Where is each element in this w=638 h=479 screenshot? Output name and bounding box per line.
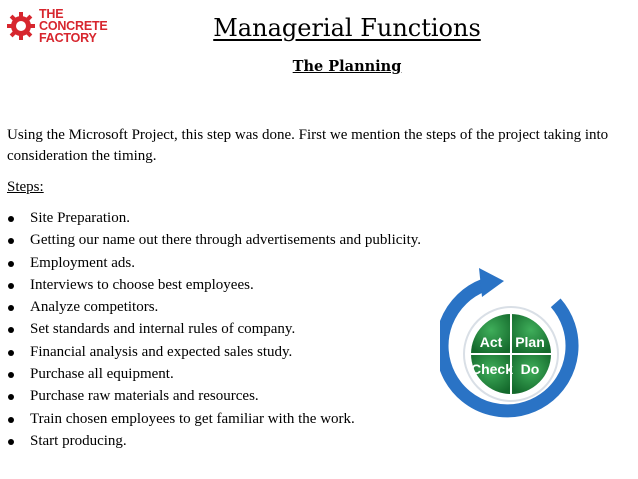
- cycle-label-act: Act: [479, 334, 503, 350]
- page-subtitle-text: The Planning: [292, 58, 402, 75]
- cycle-arrow-head: [479, 268, 504, 297]
- page-title: [0, 14, 638, 45]
- cycle-label-do: Do: [520, 361, 540, 377]
- step-item: Financial analysis and expected sales study.: [7, 341, 421, 363]
- cycle-label-plan: Plan: [515, 334, 545, 350]
- step-item: Purchase all equipment.: [7, 363, 421, 385]
- page-subtitle: [0, 58, 638, 75]
- steps-list: [7, 207, 421, 452]
- step-item: Start producing.: [7, 430, 421, 452]
- step-item: Getting our name out there through advertisements and publicity.: [7, 229, 421, 251]
- step-item: Analyze competitors.: [7, 296, 421, 318]
- step-item: Employment ads.: [7, 252, 421, 274]
- step-item: Purchase raw materials and resources.: [7, 385, 421, 407]
- logo-line-1: THE: [39, 7, 64, 21]
- step-item: Interviews to choose best employees.: [7, 274, 421, 296]
- pdca-cycle-diagram: [440, 268, 582, 420]
- step-item: Set standards and internal rules of company.: [7, 318, 421, 340]
- step-item: Site Preparation.: [7, 207, 421, 229]
- page-title-text: Managerial Functions: [213, 14, 481, 42]
- step-item: Train chosen employees to get familiar with the work.: [7, 408, 421, 430]
- cycle-label-check: Check: [470, 361, 514, 377]
- steps-heading: Steps:: [7, 179, 44, 195]
- logo-line-2: CONCRETE: [39, 19, 108, 33]
- intro-paragraph: Using the Microsoft Project, this step was done. First we mention the steps of the project taking into consideration the timing.: [7, 127, 609, 164]
- logo-line-3: FACTORY: [39, 31, 97, 45]
